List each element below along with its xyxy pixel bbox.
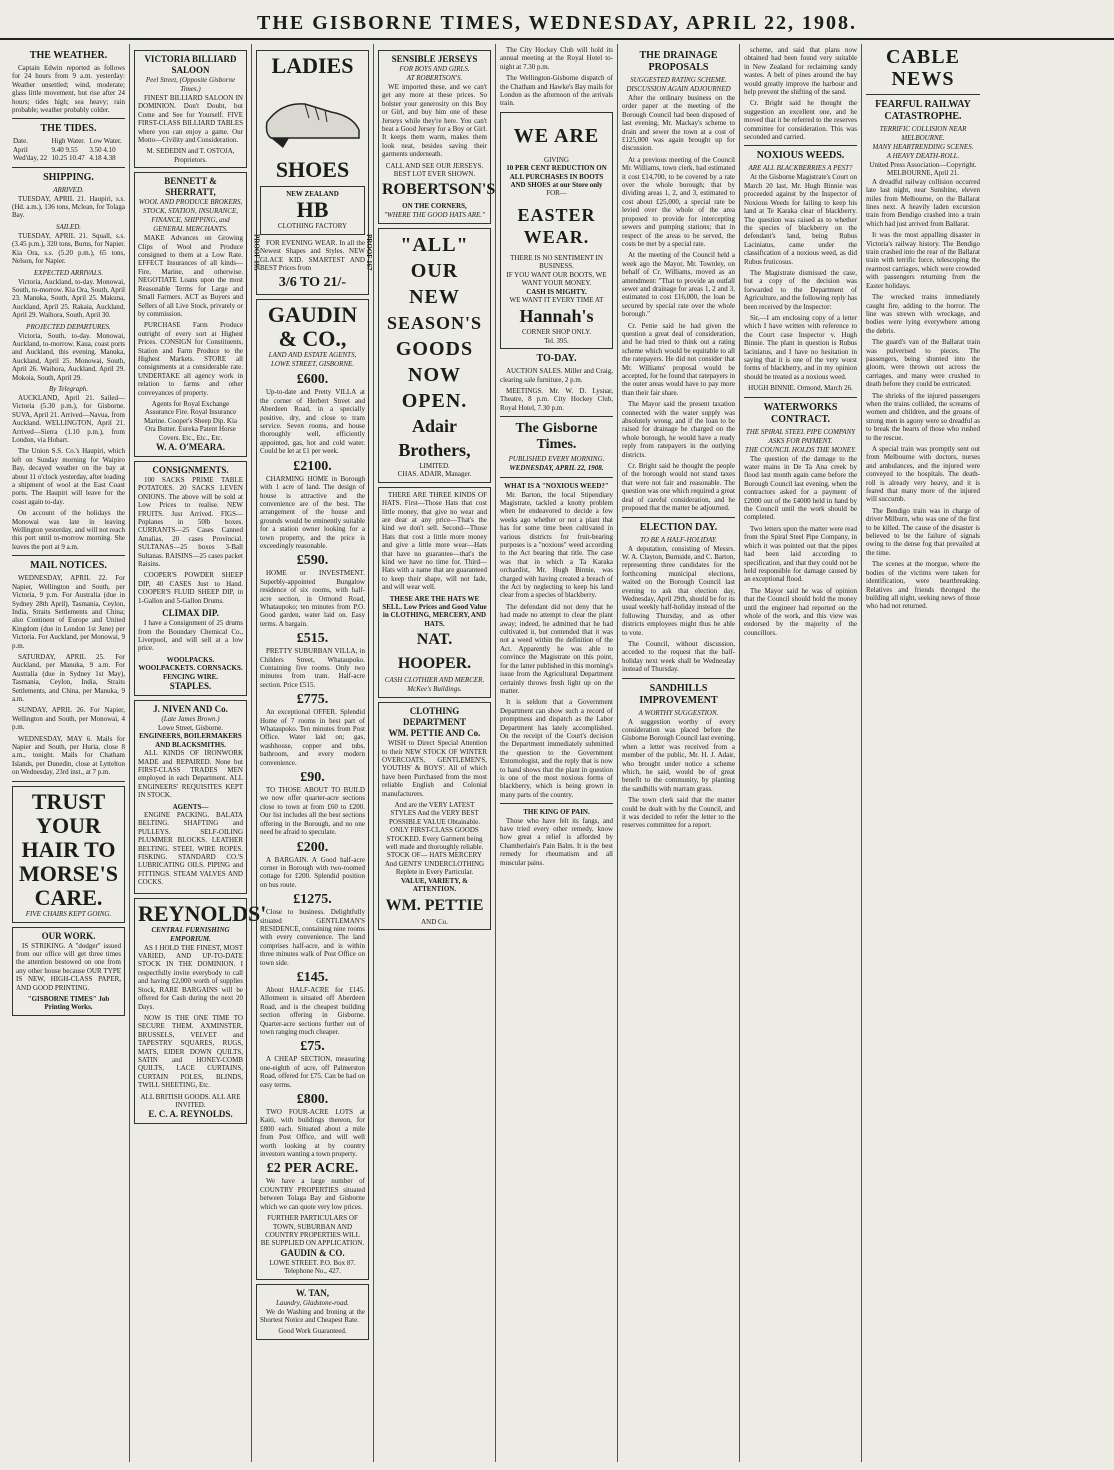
bennett-agents: Agents for Royal Exchange Assurance Fire. Royal Insurance Marine. Cooper's Sheep Dip. Kia Ora Butter. Eureka Patent Horse Covers. Etc., Etc., Etc. — [143, 399, 238, 442]
property-price: £1275. — [293, 892, 332, 908]
easter-wear: EASTER WEAR. — [517, 204, 596, 247]
pettie-text: WISH to Direct Special Attention to their NEW STOCK OF WINTER OVERCOATS, GENTLEMEN'S, YOUTHS' & BOYS'. All of which have been Purchased from the most reliable English and Colonial manufacturers. — [382, 739, 487, 798]
property-price: £200. — [296, 839, 329, 855]
property-text: TWO FOUR-ACRE LOTS at Kaiti, with buildings thereon, for £800 each. Situated about a mile from Post Office, and will well worth looking at by country investors wanting a town property. — [260, 1108, 365, 1159]
weather-heading: THE WEATHER. — [29, 50, 108, 61]
tides-col-date: Date. — [13, 137, 28, 146]
drainage-text-6: Cr. Bright said he thought the people of the borough would not stand taxes that were not fair and reasonable. The question was one which required a great deal of careful consideration, and he proposed that the matter be adjourned. — [622, 462, 735, 513]
ladies-heading: LADIES — [271, 53, 354, 78]
divider — [500, 803, 613, 804]
noxious-sign: HUGH BINNIE. Ormond, March 26. — [748, 384, 853, 393]
victoria-ad — [134, 50, 247, 168]
cable-text-5: The shrieks of the injured passengers when the trains collided, the screams of women and children, and the groans of strong men in agony were so dreadful as to break the hearts of those who rushed to the rescue. — [866, 391, 980, 442]
mail-text-2: SATURDAY, APRIL 25. For Auckland, per Manuka, 9 a.m. For Australia (due in Sydney 1st May), Tasmania, Ceylon, India, Straits Settlements, and China, per Manuka, 9 a.m. — [12, 652, 125, 703]
drainage-heading: THE DRAINAGE PROPOSALS — [639, 50, 718, 73]
jerseys-heading: SENSIBLE JERSEYS — [391, 54, 478, 64]
reynolds-ad — [134, 898, 267, 1125]
reynolds-heading: REYNOLDS' — [138, 900, 267, 926]
reynolds-foot: ALL BRITISH GOODS. ALL ARE INVITED. — [140, 1092, 241, 1109]
scheme-text: scheme, and said that plans now obtained had been found very suitable in New Zealand for reclaiming sandy wastes. A belt of pines around the bay would greatly improve the harbour and help prevent the shifting of the sand. — [744, 46, 857, 97]
all-line: SEASON'S — [386, 312, 483, 333]
tides-col-low: Low Water. — [89, 137, 122, 146]
property-text: CHARMING HOME in Borough with 1 acre of land. The design of house is attractive and the convenience are of the best. The arrangement of the house and grounds would be eminently suitable for a station owner looking for a town property, and the price is exceedingly reasonable. — [260, 474, 365, 550]
mail-text-3: SUNDAY, APRIL 26. For Napier, Wellington and South, per Monowai, 4 p.m. — [12, 706, 125, 732]
column-7 — [740, 44, 862, 1462]
all-line: NEW — [409, 285, 460, 308]
hockey-notice: The City Hockey Club will hold its annual meeting at the Royal Hotel to-night at 7.30 p.m. — [500, 46, 613, 71]
tan-heading: W. TAN, — [295, 1287, 330, 1298]
divider — [866, 94, 980, 95]
jerseys-call: CALL AND SEE OUR JERSEYS. BEST LOT EVER SHOWN. — [385, 161, 484, 179]
drainage-sub: SUGGESTED RATING SCHEME. — [630, 76, 727, 84]
property-price: £590. — [296, 553, 329, 569]
bennett-heading: BENNETT & SHERRATT, — [164, 176, 217, 198]
collision-sub: TERRIFIC COLLISION NEAR MELBOURNE. — [879, 125, 967, 142]
noxious-text-2: The Magistrate dismissed the case, but a copy of the decision was forwarded to the Department of Agriculture, and the following reply has been received by the Inspector: — [744, 268, 857, 311]
robertsons-sub: "WHERE THE GOOD HATS ARE." — [384, 210, 485, 219]
tan-text: We do Washing and Ironing at the Shortest Notice and Cheapest Rate. — [260, 1307, 365, 1324]
victoria-text: FINEST BILLIARD SALOON IN DOMINION. Don't Doubt, but Come and See for Yourself. FIVE FIRST-CLASS BILLIARD TABLES where you can enjoy a game. Our Motto—Civility and Consideration. — [138, 94, 243, 145]
mail-text: WEDNESDAY, APRIL 22. For Napier, Wellington and South, per Victoria, 9 p.m. For Australia (due in Sydney 28th April), Tasmania, Ceylon, India, Straits Settlements and China; also Continent of Europe and United Kingdom (due in London 1st June) per Victoria. For Auckland, per Monowai, 9 p.m. — [12, 574, 125, 650]
hb-logo: HB — [296, 197, 329, 223]
tides-cell: 9.40 9.55 — [51, 145, 78, 154]
nz-brand-badge — [260, 186, 365, 235]
gaudin-address: LOWE STREET. P.O. Box 87. Telephone No., 427. — [269, 1258, 356, 1276]
expected-heading: EXPECTED ARRIVALS. — [34, 268, 103, 277]
drainage-text: After the ordinary business on the order paper at the meeting of the Borough Council had been disposed of last evening, Mr. Mackay's scheme to drain and sewer the town at a cost of £125,000 was again brought up for discussion. — [622, 94, 735, 153]
meetings-notice: MEETINGS. Mr. W. D. Lysnar, Theatre, 8 p.m. City Hockey Club, Royal Hotel, 7.30 p.m. — [500, 386, 613, 412]
property-text: About HALF-ACRE for £145. Allotment is situated off Aberdeen Road, and is the cheapest building section offering in Gisborne. Quarter-acre sections further out of town ranging much cheaper. — [260, 985, 365, 1036]
divider — [500, 416, 613, 417]
tides-cell: 10.25 10.47 — [51, 154, 85, 163]
niven-heading: J. NIVEN AND Co. — [153, 703, 228, 714]
noxious-letter: Sir,—I am enclosing copy of a letter which I have written with reference to the Court case Inspector v. Hugh Binnie. The plant in question is Rubus laciniatus, and I have no hesitation in saying that it is one of the very worst forms of blackberry, and in my opinion should be treated as a noxious weed. — [744, 313, 857, 381]
property-price: £775. — [296, 692, 329, 708]
sentiment: THERE IS NO SENTIMENT IN BUSINESS. — [510, 253, 603, 271]
sandhills-sub: A WORTHY SUGGESTION. — [638, 708, 719, 717]
our-work-heading: OUR WORK. — [41, 930, 96, 941]
omeara-ad — [134, 461, 247, 696]
our-work-foot: "GISBORNE TIMES" Job Printing Works. — [27, 995, 110, 1012]
property-text: Close to business. Delightfully situated GENTLEMAN'S RESIDENCE, containing nine rooms with every convenience. The land comprises half-acre, and is within three minutes walk of Post Office on town side. — [260, 908, 365, 967]
waterworks-text: The question of the damage to the water mains in De Ta Ana creek by flood last month again came before the Borough Council last evening, when the contractors asked for a payment of £2000 out of the £4000 held in hand by the Council until the work should be completed. — [744, 454, 857, 522]
jerseys-text: WE imported these, and we can't get any more at these prices. So bolster your generosity on this Boy or Girl, and buy him one of these Jerseys while they're here. You can't beat a Good Jersey for a Boy or Girl. It keeps them warm, makes them look neat, besides saving their garments underneath. — [382, 83, 487, 159]
column-3 — [252, 44, 374, 1462]
pettie-foot: VALUE, VARIETY, & ATTENTION. — [400, 876, 469, 894]
property-price: £600. — [296, 372, 329, 388]
gaudin-foot: FURTHER PARTICULARS OF TOWN, SUBURBAN AND COUNTRY PROPERTIES WILL BE SUPPLIED ON APPLICATION. — [260, 1214, 365, 1248]
evening-price: 3/6 TO 21/- — [278, 275, 347, 291]
editorial-text-2: The defendant did not deny that he had made no attempt to clear the plant away; indeed, he admitted that he had cultivated it, but contended that it was not a weed within the definition of the Act. Apparently he was able to convince the Magistrate on this point, for the latter published in this morning's issue from the Agricultural Department certainly throws fresh light up on the matter. — [500, 602, 613, 695]
shoes-heading: SHOES — [275, 157, 350, 182]
editorial-heading: WHAT IS A "NOXIOUS WEED?" — [504, 482, 609, 491]
telegraph-text: AUCKLAND, April 21. Sailed—Victoria (5.30 p.m.), for Gisborne. SUVA, April 21. Arrived—Navua, from Auckland. WELLINGTON, April 21. Arrived—Sierra (1.10 p.m.), from London, via Hobart. — [12, 393, 125, 444]
tides-row — [12, 146, 125, 154]
niven-text-2: ALL KINDS OF IRONWORK MADE and REPAIRED. None but FIRST-CLASS TRADES MEN employed in each Department. ALL ENGINEERS' REQUISITES KEPT IN STOCK. — [138, 749, 243, 800]
column-6 — [618, 44, 740, 1462]
victoria-address: Peel Street, (Opposite Gisborne Times.) — [145, 76, 236, 93]
property-price: £90. — [300, 770, 325, 786]
hannahs-tel: Tel. 395. — [544, 336, 569, 345]
tan-foot: Good Work Guaranteed. — [278, 1327, 347, 1336]
reynolds-text: AS I HOLD THE FINEST, MOST VARIED, AND UP-TO-DATE STOCK IN THE DOMINION. I respectfully invite everybody to call and having £2,000 worth of supplies Stock, RARE BARGAINS will be offered for Cash during the next 20 Days. — [138, 943, 243, 1011]
property-price: £800. — [296, 1092, 329, 1108]
climax-heading: CLIMAX DIP. — [162, 608, 219, 619]
adair-ltd: LIMITED. — [419, 461, 450, 470]
pettie-ad — [378, 702, 491, 930]
tides-cell: 3.50 4.10 — [89, 145, 116, 154]
king-text: Those who have felt its fangs, and have tried every other remedy, know how great a relief is afforded by Chamberlain's Pain Balm. It is the best remedy for rheumatism and all muscular pains. — [500, 816, 613, 867]
press-source: United Press Association—Copyright. — [869, 161, 977, 169]
giving: GIVING — [544, 155, 569, 164]
staples-heading: STAPLES. — [169, 680, 212, 691]
cable-text-7: The Bendigo train was in charge of driver Milburn, who was one of the first to be killed. The cause of the disaster is believed to be the failure of signals owing to the dense fog that prevailed at the time. — [866, 506, 980, 557]
shoe-icon — [261, 82, 365, 154]
morse-ad-title: TRUST YOUR HAIR TO MORSE'S CARE. — [18, 788, 119, 910]
paper-title: The Gisborne Times. — [515, 421, 598, 453]
bennett-text-2: PURCHASE Farm Produce outright of every sort at Highest Prices. CONSIGN for Constituents, Station and Farm Produce to the Highest Markets. STORE all consignments at a considerable rate. UNDERTAKE all agency work in relation to farms and other conveyances of property. — [138, 321, 243, 397]
jerseys-ad — [378, 50, 496, 224]
election-heading: ELECTION DAY. — [639, 521, 718, 533]
cable-text: A dreadful railway collision occurred late last night, near Sunshine, eleven miles from Melbourne, on the Ballarat lines next. A heavily laden excursion train from Bendigo crashed into a train which had just arrived from Ballarat. — [866, 177, 980, 228]
published: PUBLISHED EVERY MORNING. — [508, 455, 605, 464]
divider — [12, 781, 125, 782]
sailed-text: TUESDAY, APRIL 21. Squall, s.s. (3.45 p.m.), 320 tons, Burns, for Napier. Kia Ora, s.s. (5.20 p.m.), 65 tons, Nelson, for Napier. — [12, 231, 125, 266]
for: FOR— — [546, 189, 567, 198]
tides-row — [12, 154, 125, 162]
king-heading: THE KING OF PAIN. — [523, 808, 590, 817]
omeara-text: 100 SACKS PRIME TABLE POTATOES. 20 SACKS LEVEN ONIONS. The above will be sold at Low Prices to realise. NEW FRUITS. Just Arrived. FIGS—Poplanes in 50lb boxes. CURRANTS—25 Cases Canned Amalias, 20 cases Provincial. SULTANAS—25 boxes 3-Ball Sultanas. RAISINS—25 cases packet Raisins. — [138, 476, 243, 569]
pettie-heading: WM. PETTIE AND Co. — [388, 728, 481, 739]
climax-text: I have a Consignment of 25 drums from the Boundary Chemical Co., Liverpool, and will sell at a low price. — [138, 619, 243, 653]
property-text: We have a large number of COUNTRY PROPERTIES situated between Tolaga Bay and Gisborne which we can quote very low prices. — [260, 1177, 365, 1211]
pettie-text-2: And are the VERY LATEST STYLES And the VERY BEST POSSIBLE VALUE Obtainable. ONLY FIRST-CLASS GOODS STOCKED. Every Garment being well made and thoroughly reliable. — [385, 801, 484, 852]
adair-name: Adair Brothers, — [398, 415, 471, 460]
sandhills-heading: SANDHILLS IMPROVEMENT — [639, 682, 718, 706]
divider — [744, 145, 857, 146]
election-text: A deputation, consisting of Messrs. W. A. Clayton, Burnside, and C. Barton, representing three candidates for the forthcoming municipal elections, waited on the Borough Council last evening to ask that election day, Wednesday, April 29th, should be for its usual weekly half-holiday instead of the following Thursday, and as other districts employees might thus be able to vote. — [622, 544, 735, 637]
property-price: £2 PER ACRE. — [266, 1161, 359, 1177]
drainage-text-5: The Mayor said the present taxation connected with the water supply was absolutely wrong, and if the loan to be raised for drainage be charged on the whole borough, he would have a ready reply from ratepayers in the outlying districts. — [622, 400, 735, 459]
editorial-text: Mr. Barton, the local Stipendiary Magistrate, tackled a knotty problem when he endeavored to decide a few weeks ago whether or not a plant that has for some time been cultivated in various districts for fruit-bearing purposes is a "noxious" weed according to the Act bearing that title. The case was that in which a Ta Karaka orchardist, Mr. Hugh Binnie, was charged with having created a breach of the Act by neglecting to keep his land clear from a species of blackberry. — [500, 490, 613, 600]
woolpacks: WOOLPACKS. WOOLPACKETS. CORNSACKS. FENCING WIRE. — [138, 655, 243, 681]
departures-heading: PROJECTED DEPARTURES. — [26, 322, 111, 331]
proof-left: PROOF 195 — [252, 234, 261, 271]
tides-cell: 4.18 4.38 — [89, 154, 116, 163]
all-line: OUR — [410, 259, 459, 282]
bennett-sub: WOOL AND PRODUCE BROKERS, STOCK, STATION, INSURANCE, FINANCE, SHIPPING, and GENERAL MERCHANTS. — [138, 198, 243, 234]
property-text: PRETTY SUBURBAN VILLA, in Childers Street, Whataupoko. Containing five rooms. Only two minutes from tram. Half-acre section. Price £515. — [260, 647, 365, 689]
shipping-news: The Union S.S. Co.'s Haupiri, which left on Sunday morning for Waipiro Bay, decayed weather on the bay at about 11 o'clock yesterday, after loading a shipment of wool at the East Coast ports. The Haupiri will leave for the coast again to-day. — [12, 447, 125, 506]
property-text: A CHEAP SECTION, measuring one-eighth of acre, off Palmerston Road, offered for £75. Can be had on easy terms. — [260, 1055, 365, 1089]
sandhills-text-2: The town clerk said that the matter could be dealt with by the Council, and it was decided to refer the letter to the reserves committee for a report. — [622, 796, 735, 830]
newspaper-title: THE GISBORNE TIMES, WEDNESDAY, APRIL 22, 1908. — [257, 12, 857, 34]
bennett-text: MAKE Advances on Growing Clips of Wool and Produce consigned to them at a Low Rate. EFFECT Insurances of all kinds—Fire, Marine, and otherwise. NEGOTIATE Loans upon the most Reasonable Terms for Large and Small Farmers. ACT as Buyers and Sellers of all Live Stock, privately or by commission. — [138, 234, 243, 318]
cable-text-3: The wrecked trains immediately caught fire, adding to the horror. The line was strewn with wreckage, and bodies were lying everywhere among the debris. — [866, 293, 980, 335]
tides-col-high: High Water. — [51, 137, 85, 146]
morse-ad — [12, 786, 125, 923]
pettie-name: WM. PETTIE — [385, 896, 484, 914]
hats-foot: THESE ARE THE HATS WE SELL. Low Prices and Good Value in CLOTHING, MERCERY, AND HATS. — [382, 594, 487, 628]
property-text: A BARGAIN. A Good half-acre corner in Borough with two-roomed cottage for £200. Splendid position on bus route. — [260, 855, 365, 889]
noxious-sub: ARE ALL BLACKBERRIES A PEST? — [748, 164, 853, 173]
niven-agents: ENGINE PACKING. BALATA BELTING. SHAFTING and PULLEYS. SELF-OILING PLUMMER BLOCKS. LEATHER BELTING. STEEL WIRE ROPES. FISKING. STANDARD CO.'S LUBRICATING OILS. PIPING and FITTINGS. STEAM VALVES AND COCKS. — [138, 811, 243, 887]
niven-sub: (Late James Brown.) — [161, 714, 220, 723]
hooper-sub: CASH CLOTHIER AND MERCER. McKee's Buildings. — [384, 676, 485, 694]
omeara-sub: CONSIGNMENTS. — [152, 465, 229, 475]
scheme-text-2: Cr. Bright said he thought the suggestion an excellent one, and he moved that it be referred to the reserves committee for consideration. This was seconded and carried. — [744, 99, 857, 142]
niven-ad — [134, 700, 247, 894]
all-line: NOW — [408, 363, 461, 386]
column-8 — [862, 44, 984, 1462]
proof-right: PROOF 167 — [365, 234, 373, 271]
we-are: WE ARE — [513, 124, 600, 147]
auction-notice: AUCTION SALES. Miller and Craig, clearing sale furniture, 2 p.m. — [500, 367, 613, 384]
discount: 10 PER CENT REDUCTION ON ALL PURCHASES IN BOOTS AND SHOES at our Store only — [506, 164, 607, 190]
adair-manager: CHAS. ADAIR, Manager. — [397, 470, 472, 479]
weather-text: Captain Edwin reported as follows for 24 hours from 9 a.m. yesterday: Weather unsettled; wind, moderate; glass little movement, but rise after 24 hours; tides high; sea heavy; rain probable; weather probably colder. — [12, 64, 125, 115]
waterworks-text-3: The Mayor said he was of opinion that the Council should hold the money until the engineer had reported on the whole of the work, and this view was endorsed by the majority of the councillors. — [744, 586, 857, 637]
cash-mighty: CASH IS MIGHTY. — [526, 287, 587, 296]
pettie-co: AND Co. — [421, 917, 448, 926]
election-sub: TO BE A HALF-HOLIDAY. — [640, 535, 717, 544]
waterworks-sub: THE SPIRAL STEEL PIPE COMPANY ASKS FOR PAYMENT. — [745, 427, 856, 445]
waterworks-text-2: Two letters upon the matter were read from the Spiral Steel Pipe Company, in which it was pointed out that the pipes had been laid according to specification, and that they could not be held responsible for damage caused by an exceptional flood. — [744, 524, 857, 584]
our-work-ad — [12, 927, 125, 1016]
column-5 — [496, 44, 618, 1462]
niven-text: ENGINEERS, BOILERMAKERS AND BLACKSMITHS. — [139, 732, 242, 749]
reynolds-text-2: NOW IS THE ONE TIME TO SECURE THEM. AXMINSTER, BRUSSELS, VELVET and TAPESTRY SQUARES, RUGS, MATS, EIDER DOWN QUILTS, SATIN and HONEY-COMB QUILTS, LACE CURTAINS, CURTAIN POLES, BLINDS, TWILL SHEETING, Etc. — [138, 1013, 243, 1090]
want: IF YOU WANT OUR BOOTS, WE WANT YOUR MONEY. — [506, 270, 607, 288]
expected-text: Victoria, Auckland, to-day. Monowai, South, to-morrow. Kia Ora, South, April 23. Manuka, South, April 25. Makuna, Auckland, April 25. Rakaia, Auckland, April 29. Waihora, South, April 30. — [12, 277, 125, 320]
column-4 — [374, 44, 496, 1462]
cable-text-8: The scenes at the morgue, where the bodies of the victims were taken for identification, were heartbreaking. Relatives and friends thronged the building all night, seeking news of those who had not returned. — [866, 560, 980, 611]
drainage-text-3: At the meeting of the Council held a week ago the Mayor, Mr. Townley, on behalf of Cr. Williams, moved as an amendment: "That to provide an outfall sewer and drainage for areas 1, 2 and 3, estimated to cost £16,000, the loan be secured by special rate over the whole borough." — [622, 251, 735, 319]
cable-dateline: MELBOURNE, April 21. — [887, 169, 959, 178]
noxious-text: At the Gisborne Magistrate's Court on March 20 last, Mr. Hugh Binnie was proceeded against by the Inspector of Noxious Weeds for failing to keep his land at Te Karaka clear of blackberry. The question was raised as to whether the species of blackberry on the defendant's land, being Rubus Laciniatus, came under the classification of a noxious weed, as did Rubus fruticosus. — [744, 173, 857, 266]
telegraph-heading: By Telegraph. — [48, 384, 89, 393]
today-heading: TO-DAY. — [536, 353, 577, 365]
cable-text-6: A special train was promptly sent out from Melbourne with doctors, nurses and ambulances, and the injured were conveyed to the hospitals. The death-roll is already very heavy, and it is feared that many more of the injured will succumb. — [866, 445, 980, 504]
drainage-text-2: At a previous meeting of the Council Mr. Williams, town clerk, had estimated it cost £14,700, to be covered by a rate over the whole borough; that by dividing areas 1, 2, and 3, estimated to cost about £25,000, a special rate be levied over the whole of the area proposed to provide for intercepting sewers and pumping stations; that in respect of the areas to be served, the costs be met by a special rate. — [622, 155, 735, 248]
adair-ad — [378, 228, 491, 483]
waterworks-heading: WATERWORKS CONTRACT. — [763, 401, 838, 425]
waterworks-sub-2: THE COUNCIL HOLDS THE MONEY. — [744, 445, 857, 454]
election-text-2: The Council, without discussion, acceded to the request that the half-holiday next week shall be Wednesday instead of Thursday. — [622, 639, 735, 674]
hannahs-ad — [500, 112, 613, 349]
ladies-shoes-ad — [256, 50, 369, 295]
bennett-ad — [134, 172, 247, 457]
property-text: HOME or INVESTMENT. Superbly-appointed Bungalow residence of six rooms, with half-acre section, in Ormond Road, Whataupoko; ten minutes from P.O. Good garden, water laid on. Easy terms. A bargain. — [260, 569, 365, 628]
property-price: £2100. — [293, 458, 332, 474]
arrived-text: TUESDAY, APRIL 21. Haupiri, s.s. (Hd. a.m.), 136 tons, Mclean, for Tolaga Bay. — [12, 194, 125, 220]
tides-cell: April — [13, 145, 28, 154]
cable-text-4: The guard's van of the Ballarat train was pulverised to pieces. The passengers, being shunted into the gloom, were thrown out across the carriages, and many were crushed to death before they could be extricated. — [866, 338, 980, 389]
hannahs-name: Hannah's — [519, 306, 594, 327]
niven-agents-heading: AGENTS— — [172, 802, 209, 811]
mails-notice: The Wellington-Gisborne dispatch of the Chatham and Hawke's Bay mails for London as the afternoon of the arrivals train. — [500, 74, 613, 108]
jerseys-sub: FOR BOYS AND GIRLS. — [399, 65, 470, 73]
reynolds-name: E. C. A. REYNOLDS. — [148, 1109, 233, 1120]
robertsons-name: ROBERTSON'S — [382, 181, 496, 199]
all-line: GOODS — [395, 337, 474, 360]
cable-text-2: It was the most appalling disaster in Victoria's railway history. The Bendigo train crashed into the rear of the Ballarat train with terrific force, telescoping the rearmost carriages, which were crowded with passengers returning from the Easter holidays. — [866, 231, 980, 290]
property-price: £515. — [296, 631, 329, 647]
divider — [622, 517, 735, 518]
divider — [500, 477, 613, 478]
property-text: Up-to-date and Pretty VILLA at the corner of Herbert Street and Aberdeen Road, in a specially positive, dry, and close to tram service. Seven rooms, and house thoroughly well, efficiently appointed, gas, hot and cold water. Could be let at £1 per week. — [260, 388, 365, 456]
tan-sub: Laundry, Gladstone-road. — [276, 1298, 349, 1307]
hooper-name: NAT. HOOPER. — [397, 631, 472, 673]
niven-address: Lowe Street, Gisborne. — [158, 723, 223, 732]
all-line: "ALL" — [400, 233, 469, 256]
sailed-heading: SAILED. — [55, 222, 82, 231]
all-line: OPEN. — [401, 389, 468, 412]
clothing-dept-heading: CLOTHING DEPARTMENT — [402, 706, 467, 728]
cable-news-heading: CABLE NEWS — [886, 46, 960, 90]
gaudin-ad — [256, 299, 369, 1279]
hats-text: THERE ARE THREE KINDS OF HATS. First—Those Hats that cost little money, that give no wear and are dear at any price—That's the kind we don't sell. Second—Those Hats that cost a little more money and give a little more wear—Hats that have no guarantee—that's the kind we have no time for. Third—Hats with a name that are guaranteed to keep their shape, will not fade, and will wear well. — [382, 490, 487, 592]
shipping-news-2: On account of the holidays the Monowai was late in leaving Wellington yesterday, and will not reach this port until to-morrow morning. She leaves the port at 9 a.m. — [12, 509, 125, 551]
shipping-heading: SHIPPING. — [43, 171, 94, 183]
robertsons-corners: ON THE CORNERS, — [402, 202, 467, 211]
divider — [744, 397, 857, 398]
mail-heading: MAIL NOTICES. — [30, 560, 107, 572]
shoe-illustration — [261, 82, 365, 154]
nz-brand: NEW ZEALAND — [286, 190, 339, 198]
morse-ad-sub: FIVE CHAIRS KEPT GOING. — [25, 909, 112, 918]
omeara-text-2: COOPER'S POWDER SHEEP DIP, 40 CASES Just to Hand. COOPER'S FLUID SHEEP DIP, in 1-Gallon and 5-Gallon Drums. — [138, 571, 243, 605]
drainage-sub-2: DISCUSSION AGAIN ADJOURNED — [626, 85, 731, 93]
victoria-heading: VICTORIA BILLIARD SALOON — [144, 54, 237, 75]
gaudin-heading: GAUDIN & CO., — [267, 302, 358, 352]
jerseys-at: AT ROBERTSON'S. — [406, 74, 463, 82]
divider — [622, 678, 735, 679]
pettie-stock: STOCK OF— HATS MERCERY And GENTS' UNDERCLOTHING Replete in Every Particular. — [384, 851, 485, 877]
cash-sub: WE WANT IT EVERY TIME AT — [509, 295, 604, 304]
date-line: WEDNESDAY, APRIL 22, 1908. — [509, 464, 604, 473]
reynolds-sub: CENTRAL FURNISHING EMPORIUM. — [151, 925, 230, 943]
masthead — [0, 0, 1114, 40]
departures-text: Victoria, South, to-day. Monowai, Auckland, to-morrow. Kaua, coast ports and Auckland, this evening. Manuka, Auckland, April 25. Monowai, South, April 26. Waihora, Auckland, April 29. Mokoia, South, April 29. — [12, 331, 125, 382]
property-price: £75. — [300, 1039, 325, 1055]
gaudin-name: GAUDIN & CO. — [280, 1247, 345, 1258]
divider — [12, 167, 125, 168]
tides-table — [12, 137, 125, 162]
clothing-factory: CLOTHING FACTORY — [277, 222, 348, 231]
hannahs-sub: CORNER SHOP ONLY. — [521, 328, 592, 337]
fearful-heading: FEARFUL RAILWAY CATASTROPHE. — [875, 99, 971, 122]
noxious-heading: NOXIOUS WEEDS. — [756, 150, 845, 162]
gaudin-sub: LAND AND ESTATE AGENTS, LOWE STREET, GISBORNE. — [268, 351, 357, 369]
mail-text-4: WEDNESDAY, MAY 6. Mails for Napier and South, per Huria, close 8 a.m., tonight. Mails for Chatham Islands, per Dunedin, close at Lyttelton on Wednesday, 23rd inst., at 7 p.m. — [12, 734, 125, 777]
omeara-heading: W. A. O'MEARA. — [156, 442, 225, 452]
sandhills-text: A suggestion worthy of every consideration was placed before the Gisborne Borough Council last evening, when a letter was received from a member of the public, Mr. H. J. Adair, who brought under notice a scheme which, he said, would be of great benefit to the community, by planting the sandhills with marram grass. — [622, 717, 735, 793]
tides-heading: THE TIDES. — [40, 123, 97, 135]
arrived-heading: ARRIVED. — [53, 185, 84, 194]
evening-text: FOR EVENING WEAR. In all the Newest Shapes and Styles. NEW GLACE KID. SMARTEST AND BEST Prices from — [260, 238, 365, 273]
editorial-text-3: It is seldom that a Government Department can show such a record of promptness and dispatch as the Labor Department has lately accomplished. On the receipt of the Court's decision the Department immediately submitted the question to the Government Entomologist, and the reply that is now to hand shows that the plant in question is one of the most noxious forms of blackberry, which is being grown in many parts of the country. — [500, 698, 613, 799]
drainage-text-4: Cr. Pettie said he had given the question a great deal of consideration, and he had tried to think out a rating scheme which would be equitable to all the ratepayers. He did not consider that Mr. Williams' proposal would be accepted, for he found that ratepayers in the outer areas would have to pay more than their fair share. — [622, 321, 735, 397]
property-text: An exceptional OFFER. Splendid Home of 7 rooms in best part of Whataupoko. Ten minutes from Post Office. Water laid on; gas, washhouse, copper and tubs, bathroom, and every modern convenience. — [260, 708, 365, 767]
our-work-text: IS STRIKING. A "dodger" issued from our office will get three times the attention bestowed on one from any other house because OUR TYPE IS NEW, HIGH-CLASS PAPER, AND GOOD PRINTING. — [16, 941, 121, 992]
death-sub: A HEAVY DEATH-ROLL. — [886, 152, 960, 160]
hooper-ad — [378, 487, 491, 699]
column-1 — [8, 44, 130, 1462]
divider — [12, 555, 125, 556]
tides-cell: Wed'day, 22 — [13, 154, 48, 163]
property-price: £145. — [296, 969, 329, 985]
newspaper-page — [8, 44, 1106, 1462]
divider — [12, 118, 125, 119]
property-text: TO THOSE ABOUT TO BUILD we now offer quarter-acre sections close to town at from £60 to £200. Our list includes all the best sections offering in the Borough, and no one need be afraid to speculate. — [260, 786, 365, 837]
victoria-props: M. SEDEDIN and T. OSTOJA, Proprietors. — [146, 147, 235, 164]
tan-ad — [256, 1284, 369, 1340]
many-sub: MANY HEARTRENDING SCENES. — [872, 143, 974, 151]
